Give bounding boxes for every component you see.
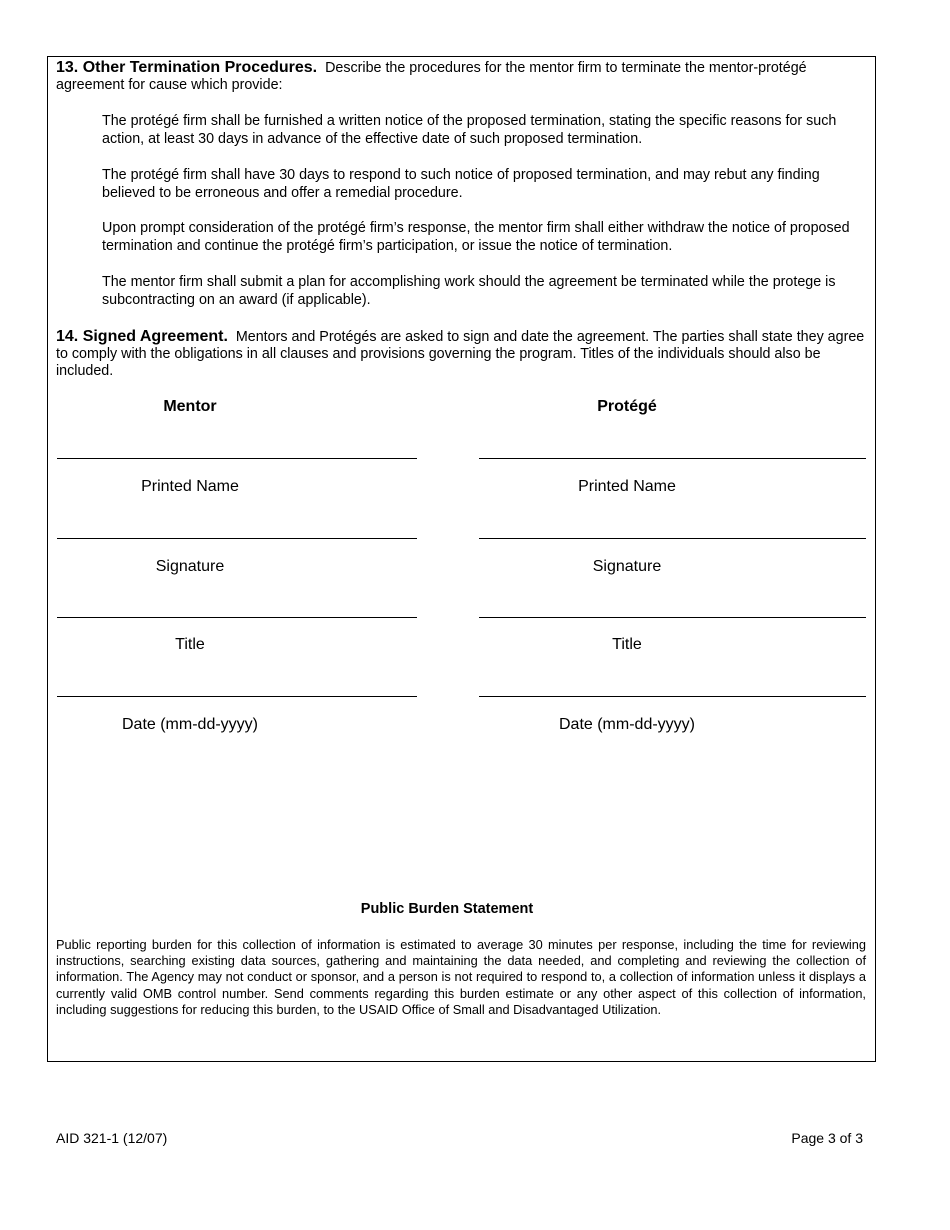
section-13-heading: 13. Other Termination Procedures. (56, 59, 318, 76)
protege-printed-name-label: Printed Name (578, 478, 676, 495)
mentor-signature-line[interactable] (57, 538, 417, 539)
protege-heading: Protégé (597, 398, 657, 415)
protege-signature-label: Signature (592, 558, 662, 575)
mentor-heading: Mentor (163, 398, 217, 415)
protege-signature-line[interactable] (479, 538, 866, 539)
public-burden-title: Public Burden Statement (360, 901, 534, 917)
protege-date-label: Date (mm-dd-yyyy) (558, 716, 695, 733)
section-14-intro (56, 328, 868, 380)
termination-paragraph-4: The mentor firm shall submit a plan for accomplishing work should the agreement be terminated while the protege is subcontracting on an award (if applicable). (102, 274, 836, 308)
protege-date-line[interactable] (479, 696, 866, 697)
public-burden-text: Public reporting burden for this collection of information is estimated to average 30 minutes per response, including the time for reviewing instructions, searching existing data sources, gathering and maintaining the data needed, and completing and reviewing the collection of information. The Agency may not conduct or sponsor, and a person is not required to respond to, a collection of information unless it displays a currently valid OMB control number. Send comments regarding this burden estimate or any other aspect of this collection of information, including suggestions for reducing this burden, to the USAID Office of Small and Disadvantaged Utilization. (56, 937, 866, 1017)
termination-paragraph-3: Upon prompt consideration of the protégé firm’s response, the mentor firm shall either withdraw the notice of proposed termination and continue the protégé firm’s participation, or issue the notice of termination. (102, 220, 850, 254)
section-14-intro-text: Mentors and Protégés are asked to sign and date the agreement. The parties shall state they agree to comply with the obligations in all clauses and provisions governing the program. Titles of the individuals should also be included. (56, 329, 865, 379)
mentor-printed-name-line[interactable] (57, 458, 417, 459)
mentor-printed-name-label: Printed Name (141, 478, 239, 495)
mentor-title-line[interactable] (57, 617, 417, 618)
mentor-signature-label: Signature (155, 558, 225, 575)
form-id: AID 321-1 (12/07) (56, 1130, 168, 1146)
mentor-date-label: Date (mm-dd-yyyy) (121, 716, 258, 733)
termination-paragraph-2: The protégé firm shall have 30 days to respond to such notice of proposed termination, and may rebut any finding believed to be erroneous and offer a remedial procedure. (102, 167, 820, 201)
section-14-heading: 14. Signed Agreement. (56, 328, 228, 345)
page-number: Page 3 of 3 (791, 1130, 863, 1146)
protege-title-line[interactable] (479, 617, 866, 618)
protege-title-label: Title (612, 636, 642, 653)
protege-printed-name-line[interactable] (479, 458, 866, 459)
mentor-date-line[interactable] (57, 696, 417, 697)
section-13-intro-text: Describe the procedures for the mentor firm to terminate the mentor-protégé agreement for cause which provide: (56, 60, 807, 93)
mentor-title-label: Title (175, 636, 205, 653)
section-13-intro (56, 59, 868, 94)
termination-paragraph-1: The protégé firm shall be furnished a written notice of the proposed termination, stating the specific reasons for such action, at least 30 days in advance of the effective date of such proposed termination. (102, 113, 837, 147)
